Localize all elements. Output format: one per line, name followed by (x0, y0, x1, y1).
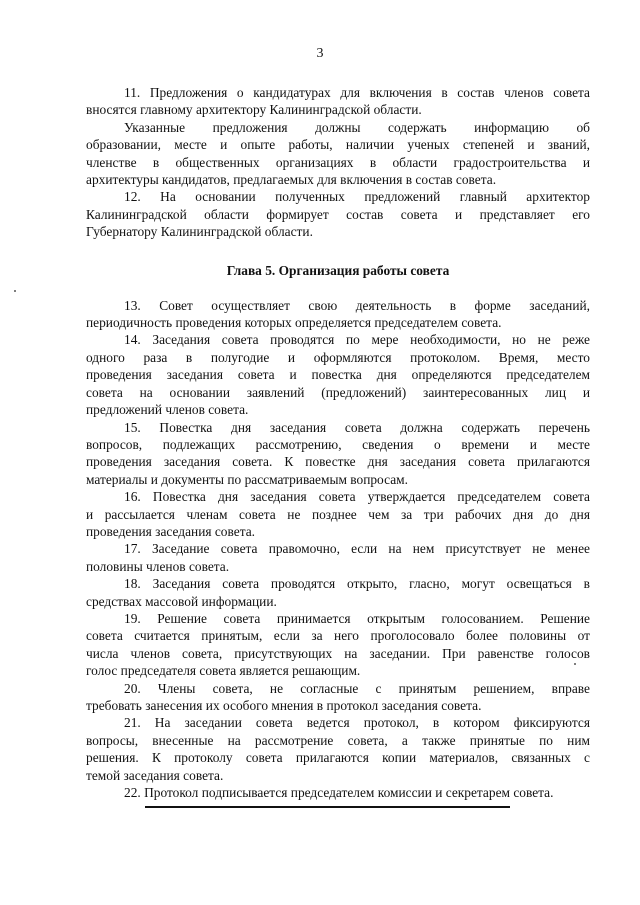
paragraph-line: 14. Заседания совета проводятся по мере необходимости, но не реже (124, 332, 590, 348)
paragraph-line: одного раза в полугодие и оформляются протоколом. Время, место (86, 349, 590, 365)
paragraph-p22 (86, 784, 590, 801)
document-body (86, 84, 590, 801)
paragraph-line: вопросов, подлежащих рассмотрению, сведения о времени и месте (86, 436, 590, 452)
paragraph-line: 11. Предложения о кандидатурах для включения в состав членов совета (124, 85, 590, 100)
section-after-heading (86, 297, 590, 802)
paragraph-line: Калининградской области формирует состав совета и представляет его (86, 206, 590, 222)
paragraph-line: архитектуры кандидатов, предлагаемых для включения в состав совета. (86, 172, 497, 188)
paragraph-line: совета на основании заявлений (предложений) заинтересованных лиц и (86, 384, 590, 400)
paragraph-line: решения. К протоколу совета прилагаются копии материалов, связанных с (86, 750, 590, 766)
paragraph-line: 18. Заседания совета проводятся открыто, гласно, могут освещаться в (124, 576, 590, 592)
paragraph-p11 (86, 84, 590, 119)
paragraph-p12 (86, 188, 590, 240)
paragraph-line: вносятся главному архитектору Калининградской области. (86, 102, 422, 118)
paragraph-line: числа членов совета, присутствующих на заседании. При равенстве голосов (86, 645, 590, 661)
paragraph-p18 (86, 575, 590, 610)
paragraph-line: образовании, месте и опыте работы, наличии ученых степеней и званий, (86, 137, 590, 153)
paragraph-line: проведения заседания совета и повестка дня определяются председателем (86, 367, 590, 383)
paragraph-p15 (86, 419, 590, 489)
paragraph-line: вопросы, внесенные на рассмотрение совета, а также принятые по ним (86, 732, 590, 748)
paragraph-line: материалы и документы по рассматриваемым вопросам. (86, 471, 408, 487)
chapter-heading: Глава 5. Организация работы совета (226, 262, 450, 278)
scan-speck (574, 663, 576, 665)
paragraph-line: совета считается принятым, если за него проголосовало более половины от (86, 628, 590, 644)
paragraph-line: Указанные предложения должны содержать информацию об (124, 119, 590, 135)
paragraph-line: 15. Повестка дня заседания совета должна содержать перечень (124, 419, 590, 435)
paragraph-line: членстве в общественных организациях в области градостроительства и (86, 154, 590, 170)
paragraph-line: 20. Члены совета, не согласные с принятым решением, вправе (124, 680, 590, 696)
paragraph-p21 (86, 714, 590, 784)
paragraph-line: проведения заседания совета. (86, 523, 255, 539)
footer-rule (145, 806, 510, 808)
paragraph-line: предложений членов совета. (86, 402, 249, 418)
paragraph-line: 21. На заседании совета ведется протокол, в котором фиксируются (124, 715, 590, 731)
paragraph-p19 (86, 610, 590, 680)
paragraph-line: 13. Совет осуществляет свою деятельность в форме заседаний, (124, 297, 590, 313)
paragraph-line: 16. Повестка дня заседания совета утверждается председателем совета (124, 489, 590, 505)
paragraph-line: проведения заседания совета. К повестке дня заседания совета прилагаются (86, 454, 590, 470)
page-number: 3 (316, 46, 324, 61)
paragraph-line: голос председателя совета является решающим. (86, 663, 361, 679)
paragraph-p17 (86, 540, 590, 575)
paragraph-p13 (86, 297, 590, 332)
paragraph-p20 (86, 680, 590, 715)
paragraph-line: периодичность проведения которых определяется председателем совета. (86, 315, 502, 331)
paragraph-line: 12. На основании полученных предложений главный архитектор (124, 189, 590, 205)
section-before-heading (86, 84, 590, 241)
paragraph-p14 (86, 331, 590, 418)
paragraph-line: средствах массовой информации. (86, 593, 277, 609)
paragraph-line: темой заседания совета. (86, 767, 224, 783)
paragraph-p11b (86, 119, 590, 189)
paragraph-line: 17. Заседание совета правомочно, если на нем присутствует не менее (124, 541, 590, 557)
scan-speck (14, 290, 16, 292)
paragraph-line: 22. Протокол подписывается председателем комиссии и секретарем совета. (124, 785, 554, 801)
paragraph-line: половины членов совета. (86, 558, 230, 574)
paragraph-line: Губернатору Калининградской области. (86, 224, 313, 240)
paragraph-line: и рассылается членам совета не позднее чем за три рабочих дня до дня (86, 506, 590, 522)
paragraph-line: 19. Решение совета принимается открытым голосованием. Решение (124, 610, 590, 626)
paragraph-p16 (86, 488, 590, 540)
paragraph-line: требовать занесения их особого мнения в протокол заседания совета. (86, 698, 482, 713)
